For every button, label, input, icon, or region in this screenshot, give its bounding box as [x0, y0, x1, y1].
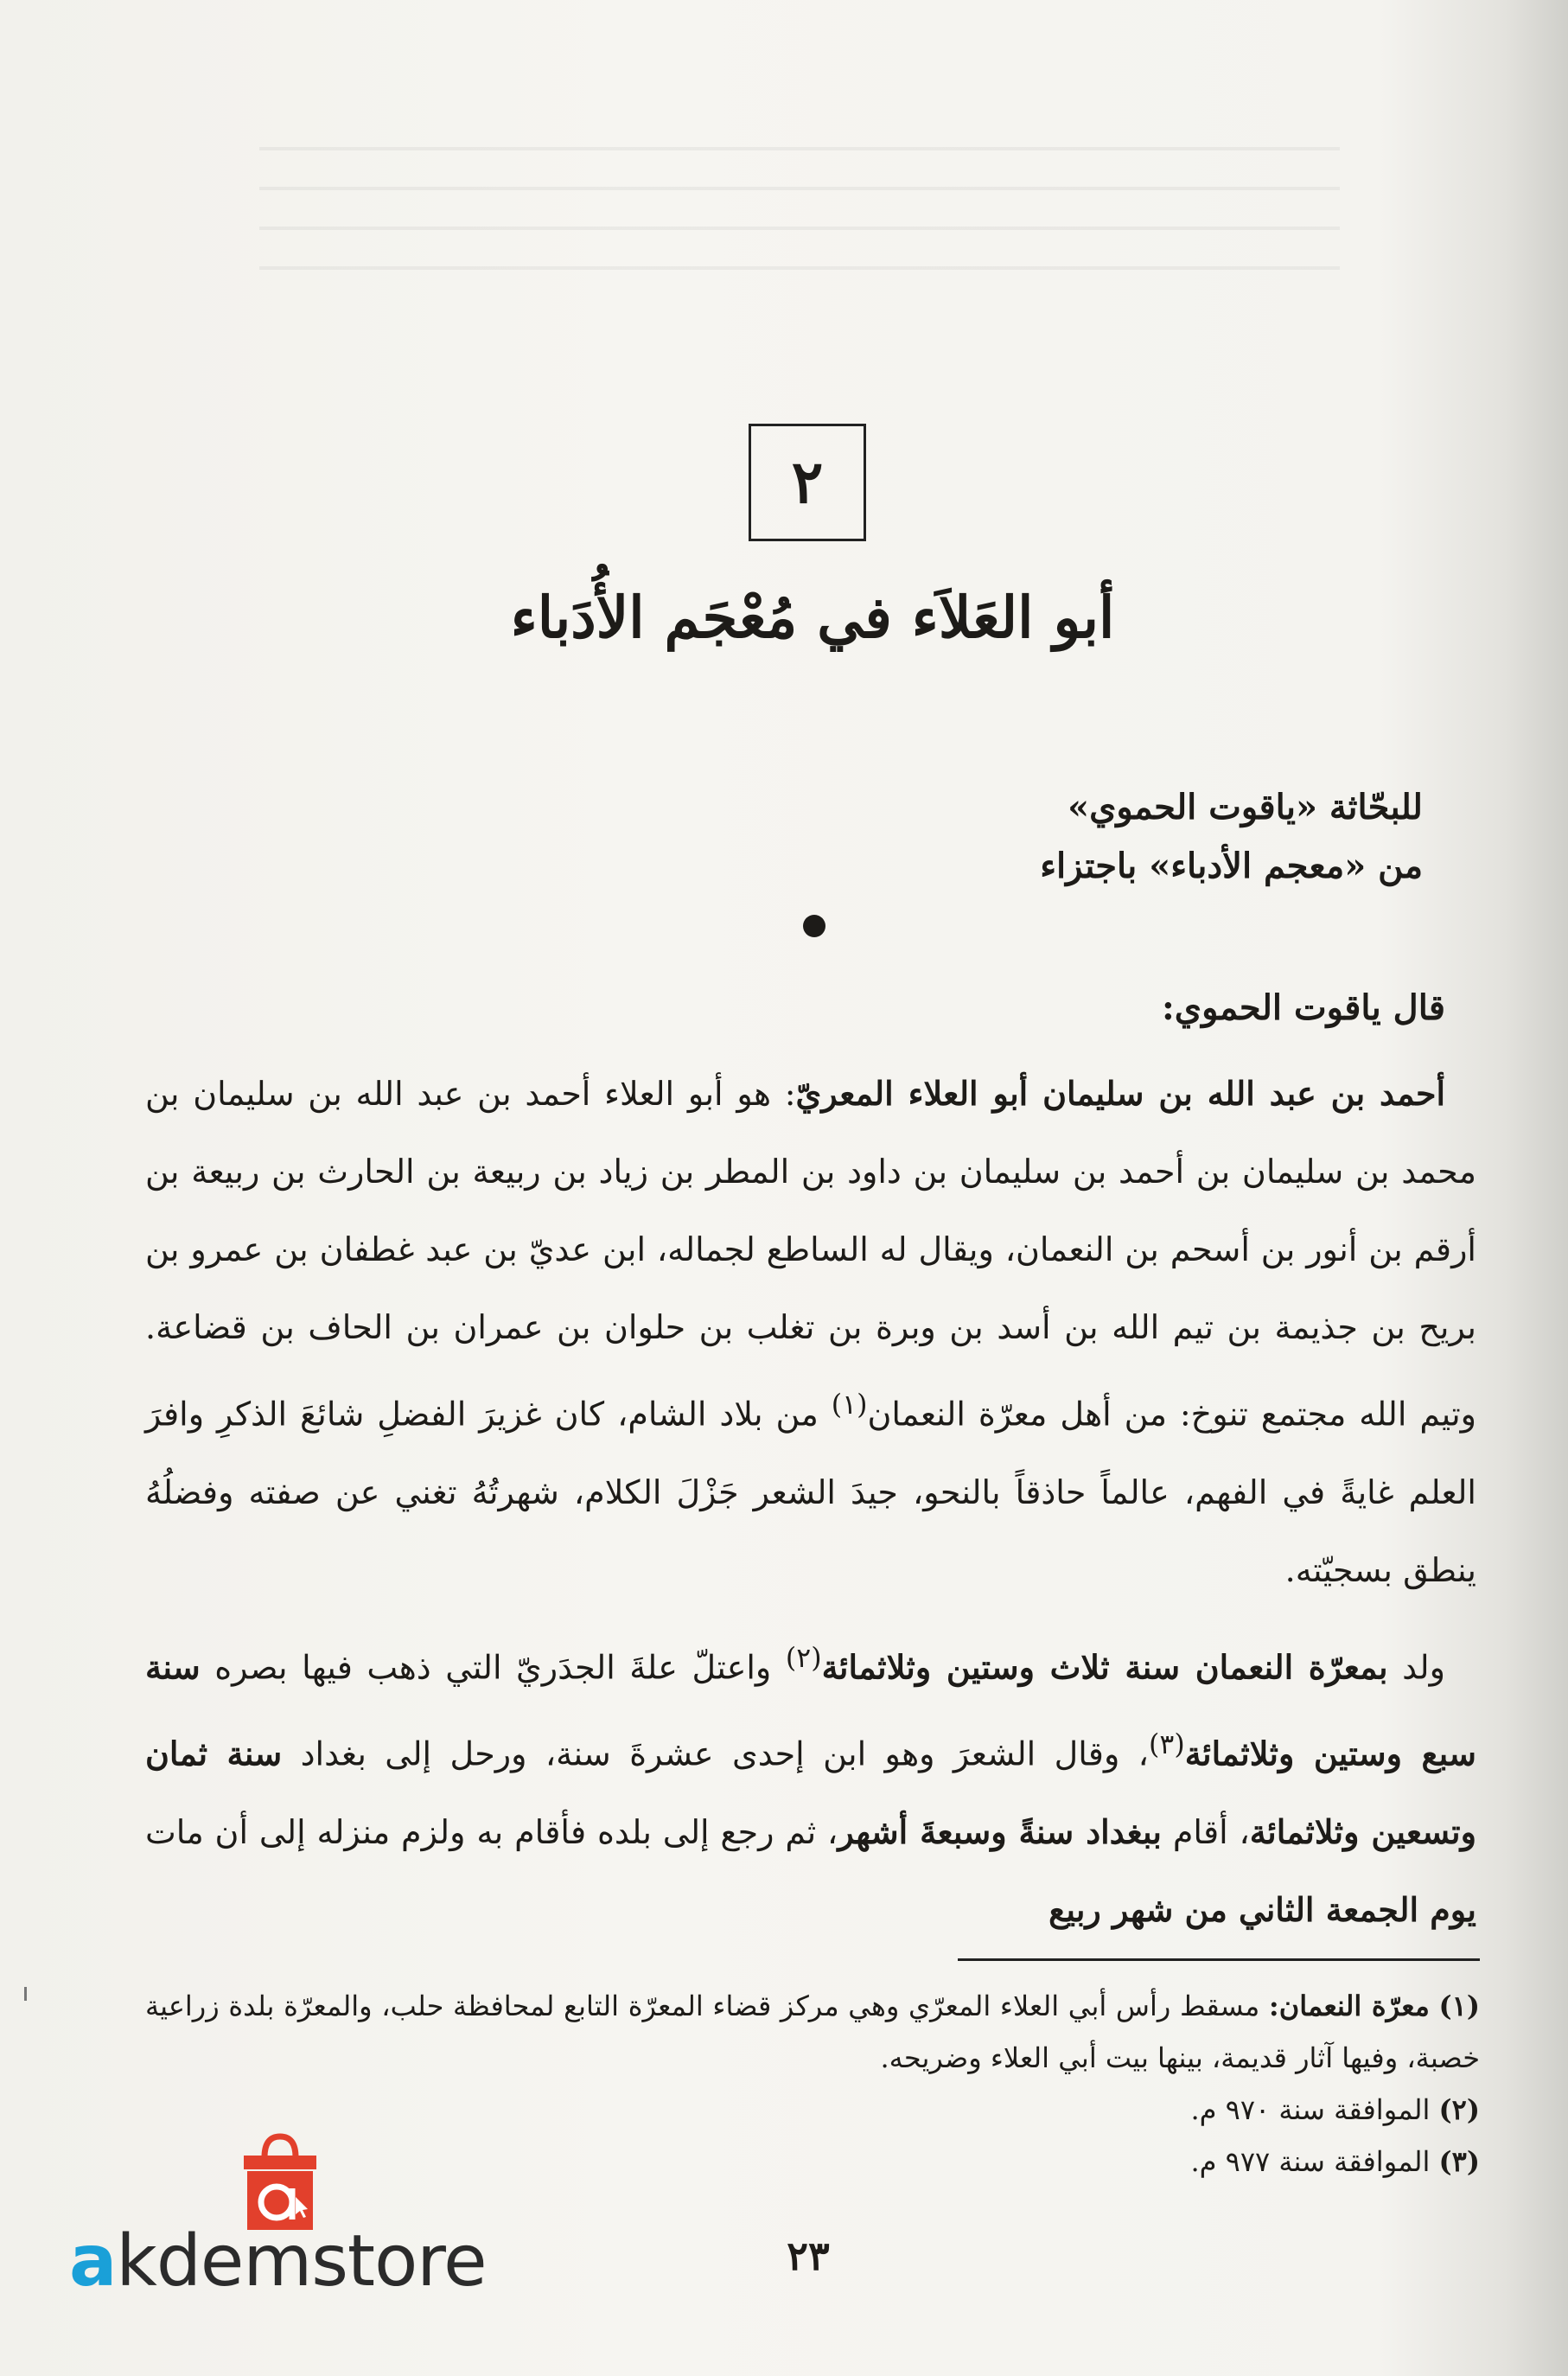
- footnote-ref-2[interactable]: (٢): [785, 1642, 822, 1674]
- footnote-2-text: الموافقة سنة ٩٧٠ م.: [1190, 2093, 1439, 2126]
- byline-source: من «معجم الأدباء» باجتزاء: [1040, 846, 1423, 886]
- intro-line: قال ياقوت الحموي:: [1162, 987, 1445, 1028]
- footnote-ref-3[interactable]: (٣): [1148, 1729, 1185, 1761]
- paragraph-2-bold-1: بمعرّة النعمان سنة ثلاث وستين وثلاثمائة: [821, 1647, 1388, 1687]
- footnote-1: [145, 1980, 1480, 2084]
- footnote-2-number: (٢): [1438, 2093, 1480, 2126]
- byline-author: للبحّاثة «ياقوت الحموي»: [1068, 787, 1423, 827]
- paragraph-2-text-3: ، وقال الشعرَ وهو ابن إحدى عشرةَ سنة، ورحل إلى بغداد: [282, 1734, 1149, 1773]
- footnote-ref-1[interactable]: (١): [831, 1389, 868, 1421]
- paragraph-2-bold-3: سنة ثمان وتسعين وثلاثمائة: [145, 1734, 1476, 1851]
- footnote-2: [145, 2084, 1480, 2136]
- shopping-bag-icon: [239, 2131, 322, 2233]
- chapter-title: أبو العَلاَء في مُعْجَم الأُدَباء: [510, 584, 1115, 651]
- paragraph-2-bold-4: ببغداد سنةً وسبعةَ أشهر: [838, 1811, 1162, 1851]
- footnote-3-number: (٣): [1438, 2145, 1480, 2178]
- footnote-divider: [958, 1958, 1480, 1961]
- paragraph-2: [145, 1619, 1476, 1949]
- subject-name: أحمد بن عبد الله بن سليمان أبو العلاء المعريّ: [795, 1074, 1445, 1113]
- paragraph-1-text-b: من بلاد الشام، كان غزيرَ الفضلِ شائعَ الذكرِ وافرَ العلم غايةً في الفهم، عالماً حاذقاً بالنحو، جيدَ الشعر جَزْلَ الكلام، شهرتُهُ تغني عن صفته وفضلُهُ ينطق بسجيّته.: [145, 1395, 1476, 1589]
- akdemstore-wordmark: [69, 2220, 487, 2303]
- body-text: [145, 977, 1476, 1949]
- footnote-1-text: مسقط رأس أبي العلاء المعرّي وهي مركز قضاء المعرّة التابع لمحافظة حلب، والمعرّة بلدة زراعية خصبة، وفيها آثار قديمة، بينها بيت أبي العلاء وضريحه.: [145, 1990, 1480, 2074]
- footnote-1-number: (١): [1438, 1990, 1480, 2022]
- byline: [484, 778, 1423, 896]
- wordmark-rest: kdemstore: [116, 2220, 487, 2303]
- footnote-3-text: الموافقة سنة ٩٧٧ م.: [1190, 2145, 1439, 2178]
- margin-mark: [24, 1987, 27, 2001]
- wordmark-a: a: [69, 2220, 117, 2303]
- footnote-1-key: معرّة النعمان:: [1268, 1990, 1430, 2022]
- akdemstore-watermark-logo: [69, 2131, 519, 2313]
- bleed-through-texture: [259, 147, 1340, 285]
- paragraph-2-text-1: ولد: [1387, 1648, 1445, 1687]
- paragraph-2-text-4: ، أقام: [1162, 1812, 1250, 1851]
- section-divider-dot: [803, 915, 825, 937]
- paragraph-2-text-5: ، ثم رجع إلى بلده فأقام به ولزم منزله إلى أن مات: [145, 1812, 838, 1851]
- paragraph-2-bold-2: سنة سبع وستين وثلاثمائة: [145, 1647, 1476, 1773]
- paragraph-2-bold-5: يوم الجمعة الثاني من شهر ربيع: [1049, 1889, 1476, 1929]
- paragraph-1: [145, 1055, 1476, 1609]
- page-number: ٢٣: [787, 2232, 830, 2279]
- chapter-number: ٢: [791, 448, 824, 517]
- paragraph-2-text-2: واعتلّ علةَ الجدَريّ التي ذهب فيها بصره: [200, 1648, 786, 1687]
- chapter-number-box: [749, 424, 866, 541]
- paragraph-1-text-a: : هو أبو العلاء أحمد بن عبد الله بن سليمان بن محمد بن سليمان بن أحمد بن سليمان بن داود بن المطر بن زياد بن ربيعة بن الحارث بن ربيعة بن أرقم بن أنور بن أسحم بن النعمان، ويقال له الساطع لجماله، ابن عديّ بن عبد غطفان بن عمرو بن بريح بن جذيمة بن تيم الله بن أسد بن وبرة بن تغلب بن حلوان بن عمران بن الحاف بن قضاعة. وتيم الله مجتمع تنوخ: من أهل معرّة النعمان: [145, 1075, 1477, 1434]
